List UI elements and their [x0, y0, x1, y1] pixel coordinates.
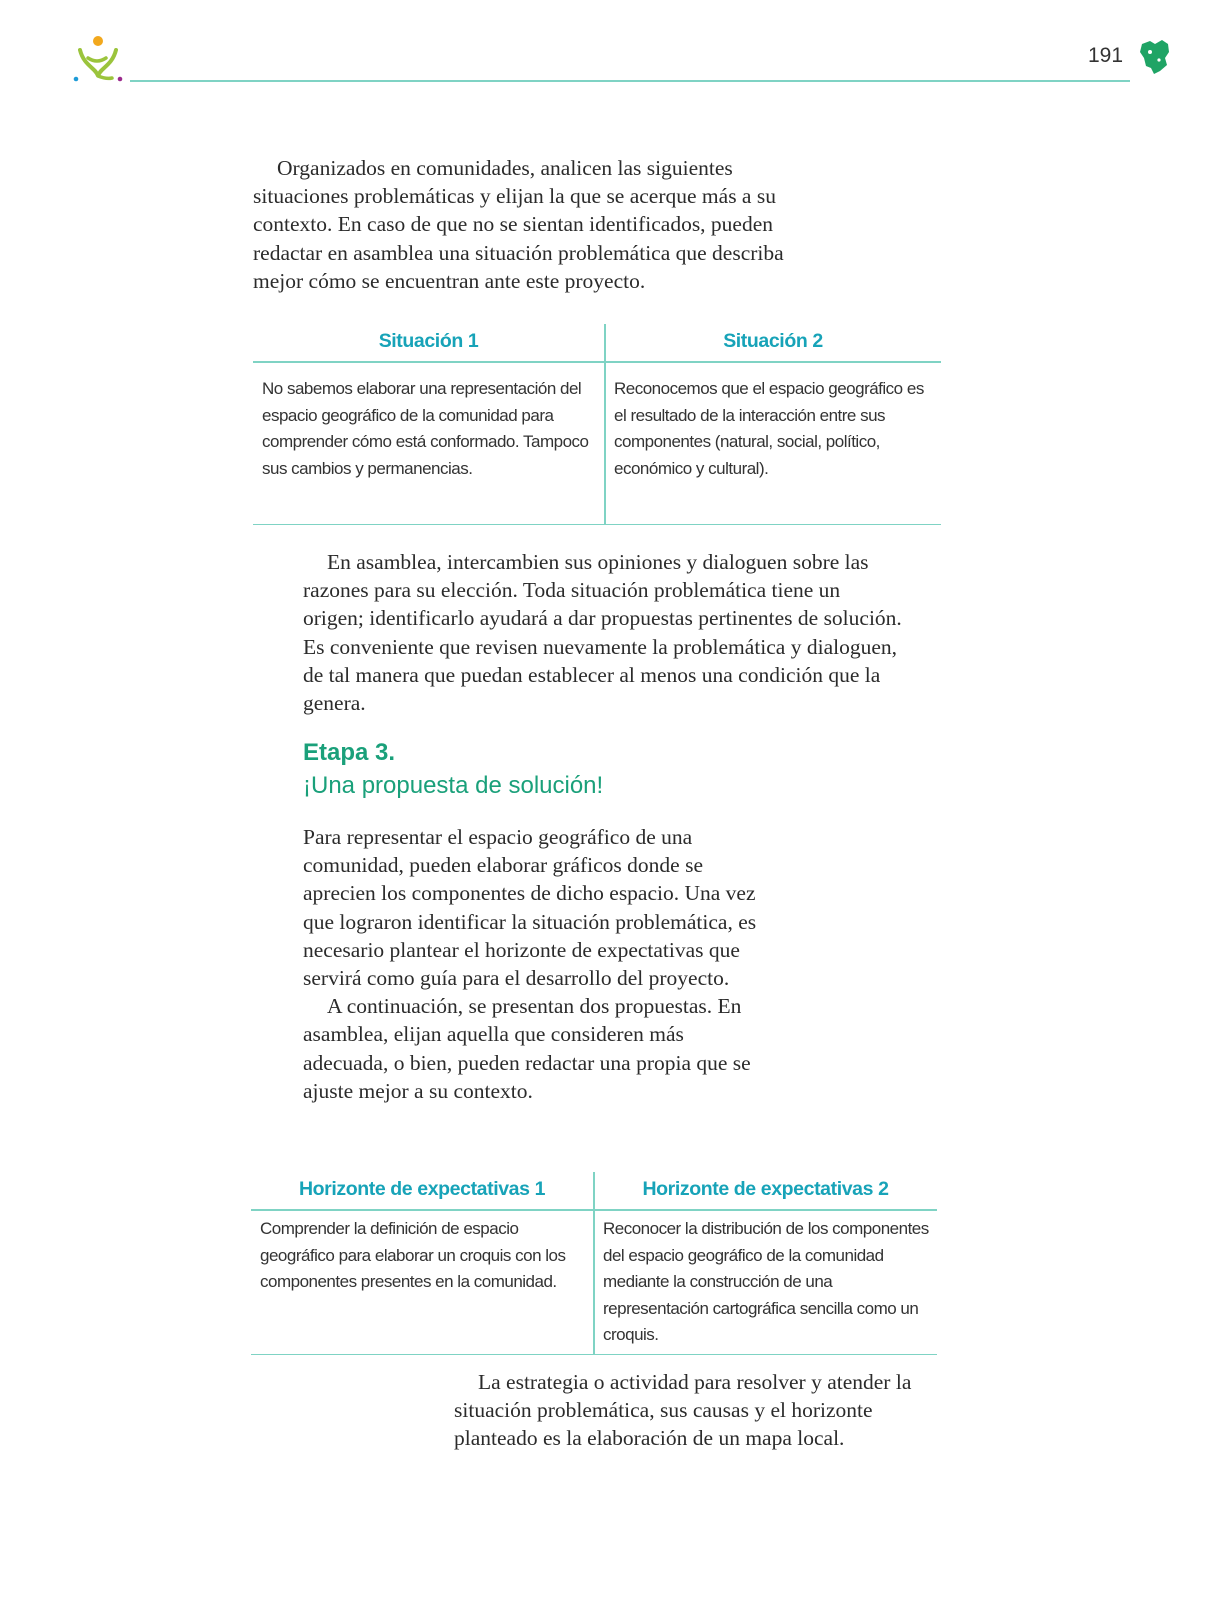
table-cell-horizonte-2: Reconocer la distribución de los componentes del espacio geográfico de la comunidad mediante la construcción de una representación cartográfica sencilla como un croquis.	[603, 1219, 929, 1344]
table-cell-situacion-1: No sabemos elaborar una representación del espacio geográfico de la comunidad para comprender cómo está conformado. Tampoco sus cambios y permanencias.	[262, 379, 589, 478]
table-header-situacion-2: Situación 2	[723, 330, 823, 352]
page-number: 191	[1088, 44, 1124, 67]
horizontes-table	[251, 1172, 937, 1355]
stage-heading	[303, 736, 603, 802]
green-map-icon	[1138, 38, 1172, 76]
situaciones-table	[253, 324, 941, 525]
continuacion-paragraph: A continuación, se presentan dos propuestas. En asamblea, elijan aquella que consideren más adecuada, o bien, pueden redactar una propia que se ajuste mejor a su contexto.	[303, 994, 751, 1103]
table-cell-situacion-2: Reconocemos que el espacio geográfico es el resultado de la interacción entre sus componentes (natural, social, político, económico y cultural).	[614, 379, 924, 478]
proposal-text-block	[303, 823, 773, 1105]
representar-paragraph: Para representar el espacio geográfico de una comunidad, pueden elaborar gráficos donde se aprecien los componentes de dicho espacio. Una vez que lograron identificar la situación problemática, es necesario plantear el horizonte de expectativas que servirá como guía para el desarrollo del proyecto.	[303, 825, 757, 991]
asamblea-paragraph: En asamblea, intercambien sus opiniones y dialoguen sobre las razones para su elección. Toda situación problemática tiene un origen; identificarlo ayudará a dar propuestas pertinentes de solución. Es conveniente que revisen nuevamente la problemática y dialoguen, de tal manera que puedan establecer al menos una condición que la genera.	[303, 550, 902, 716]
estrategia-paragraph: La estrategia o actividad para resolver y atender la situación problemática, sus causas y el horizonte planteado es la elaboración de un mapa local.	[454, 1370, 912, 1451]
table-header-horizonte-1: Horizonte de expectativas 1	[298, 1178, 546, 1200]
table-column-horizonte-1	[251, 1172, 593, 1354]
stage-number: Etapa 3.	[303, 739, 396, 766]
table-header-horizonte-2: Horizonte de expectativas 2	[642, 1178, 889, 1200]
table-column-situacion-2	[605, 324, 941, 524]
table-column-horizonte-2	[594, 1172, 937, 1354]
table-cell-horizonte-1: Comprender la definición de espacio geográfico para elaborar un croquis con los componentes presentes en la comunidad.	[260, 1219, 566, 1291]
intro-paragraph: Organizados en comunidades, analicen las siguientes situaciones problemáticas y elijan la que se acerque más a su contexto. En caso de que no se sientan identificados, pueden redactar en asamblea una situación problemática que describa mejor cómo se encuentran ante este proyecto.	[253, 156, 784, 293]
header-rule	[130, 80, 1130, 82]
sprout-figure-logo-icon	[70, 34, 126, 84]
table-header-situacion-1: Situación 1	[378, 330, 479, 352]
stage-title: ¡Una propuesta de solución!	[303, 772, 604, 799]
table-column-situacion-1	[253, 324, 604, 524]
